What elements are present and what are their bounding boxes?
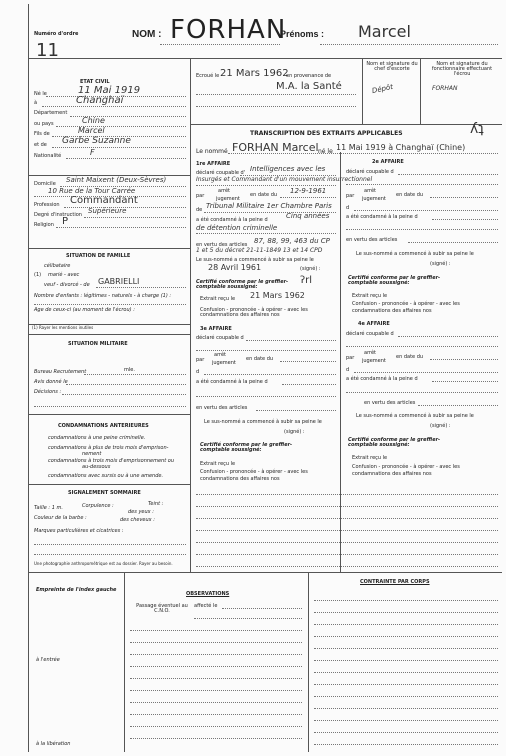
en-date-label: en date du	[250, 192, 278, 198]
affaire-3-condamnations: condamnations des affaires nos	[200, 476, 280, 482]
pays-label: ou pays	[34, 121, 54, 127]
nom-label: NOM :	[132, 29, 162, 40]
certifie-label: Certifié conforme par le greffier-comptable soussigné:	[196, 279, 289, 290]
a-label: à	[34, 100, 38, 106]
corpulence-label: Corpulence :	[82, 503, 114, 509]
a-value: Changhaï	[76, 95, 124, 106]
commence-label: Le sus-nommé a commencé à subir sa peine le	[196, 257, 314, 263]
field-line	[430, 197, 498, 198]
field-line	[196, 94, 356, 95]
field-line	[314, 684, 498, 685]
affaire-3-confusion: Confusion - prononcée - à opérer - avec les	[200, 469, 308, 475]
articles-label: en vertu des articles	[196, 242, 248, 248]
note-marker: (1)	[34, 272, 42, 278]
departement-label: Département	[34, 110, 68, 116]
affaire-2-extrait: Extrait reçu le	[352, 293, 388, 299]
field-line	[196, 494, 498, 495]
divider	[28, 334, 190, 335]
transcription-title: TRANSCRIPTION DES EXTRAITS APPLICABLES	[250, 130, 403, 137]
divider	[28, 572, 502, 573]
divider	[340, 152, 341, 572]
prenoms-label: Prénoms :	[280, 29, 325, 39]
ecroue-label: Ecroué le	[196, 73, 220, 79]
affaire-1-declare: déclaré coupable d'	[196, 170, 246, 176]
et-label: et de	[34, 142, 47, 148]
affaire-4-par: par	[346, 355, 355, 361]
provenance-label: en provenance de	[286, 73, 332, 79]
et-value: Garbe Suzanne	[62, 136, 131, 146]
provenance-value: M.A. la Santé	[276, 81, 342, 92]
field-line	[408, 242, 498, 243]
liberation-label: à la libération	[36, 741, 71, 747]
entree-label: à l'entrée	[36, 657, 60, 663]
divider	[308, 572, 309, 752]
field-line	[314, 612, 498, 613]
profession-value: Commandant	[70, 195, 138, 206]
affaire-2-commence: Le sus-nommé a commencé à subir sa peine le	[356, 251, 474, 257]
affaire-2-jugement: jugement	[362, 196, 386, 202]
signature-mark: ʎʇ	[470, 121, 484, 137]
enfants-label: Nombre d'enfants : légitimes - naturels - à charge (1) :	[34, 293, 172, 299]
divider	[28, 414, 190, 415]
field-line	[130, 642, 302, 643]
numero-label: Numéro d'ordre	[34, 31, 79, 37]
field-line	[314, 720, 498, 721]
affaire-3-arret: arrêt	[214, 352, 227, 358]
field-line	[314, 732, 498, 733]
condamnation-3b: au-dessous	[82, 464, 111, 470]
certifie-signature: ʔrl	[300, 275, 312, 286]
divider	[362, 58, 363, 124]
field-line	[314, 636, 498, 637]
domicile-label: Domicile	[34, 181, 56, 187]
affaire-3-date-label: en date du	[246, 356, 274, 362]
empreinte-label: Empreinte de l'index gauche	[36, 587, 117, 593]
religion-label: Religion	[34, 222, 54, 228]
field-line	[196, 554, 498, 555]
field-line	[228, 153, 498, 154]
domicile-value-2: 10 Rue de la Tour Carrée	[48, 187, 136, 195]
nationalite-label: Nationalité	[34, 153, 62, 159]
field-line	[196, 106, 356, 107]
field-line	[346, 392, 498, 393]
field-line	[196, 396, 336, 397]
field-line	[314, 660, 498, 661]
field-line	[432, 381, 498, 382]
affaire-1-hand2: Insurgés et Commandant d'un mouvement insurrectionnel	[196, 176, 373, 183]
affaire-3-extrait: Extrait reçu le	[200, 461, 236, 467]
ne-le-value: 11 Mai 1919	[78, 85, 141, 96]
divider	[28, 484, 190, 485]
note-rayer: (1) Rayer les mentions inutiles	[32, 325, 94, 330]
fonctionnaire-label: Nom et signature du fonctionnaire effectuant l'écrou	[431, 61, 493, 77]
affaire-2-condamnations: condamnations des affaires nos	[352, 308, 432, 314]
teint-label: Teint :	[148, 501, 164, 507]
affecte-label: affecté le	[194, 603, 218, 609]
field-line	[196, 566, 498, 567]
affaire-4-condamne: a été condamné à la peine d	[346, 376, 418, 382]
fonctionnaire-value: FORHAN	[432, 85, 458, 92]
marie-value: GABRIELLI	[98, 277, 140, 286]
divider	[124, 572, 125, 752]
condamnations-title: CONDAMNATIONS ANTERIEURES	[58, 423, 149, 429]
field-line	[196, 518, 498, 519]
condamnation-3: condamnations à trois mois d'emprisonnement ou	[48, 458, 175, 464]
ecroue-date: 21 Mars 1962	[220, 68, 289, 79]
affaire-4-condamnations: condamnations des affaires nos	[352, 471, 432, 477]
affaire-2-date-label: en date du	[396, 192, 424, 198]
affaire-2-arret: arrêt	[364, 188, 377, 194]
photo-note: Une photographie anthropométrique est au dossier. Rayer au besoin.	[34, 561, 173, 566]
ne-le-label: Né le	[34, 91, 47, 97]
barbe-label: Couleur de la barbe :	[34, 515, 87, 521]
affaire-3-jugement: jugement	[212, 360, 236, 366]
condamnation-4: condamnations avec sursis ou à une amende.	[48, 473, 164, 479]
decisions-label: Décisions :	[34, 389, 62, 395]
divider	[28, 248, 190, 249]
affaire-2-title: 2e AFFAIRE	[372, 159, 404, 165]
field-line	[42, 106, 186, 107]
field-line	[130, 690, 302, 691]
numero-value: 11	[36, 40, 59, 61]
divider	[190, 124, 502, 125]
affaire-3-title: 3e AFFAIRE	[200, 326, 232, 332]
field-line	[418, 405, 498, 406]
age-label: Age de ceux-ci (au moment de l'écrou) :	[34, 307, 135, 313]
affaire-4-extrait: Extrait reçu le	[352, 455, 388, 461]
field-line	[398, 336, 498, 337]
field-line	[130, 654, 302, 655]
field-line	[66, 158, 186, 159]
field-line	[314, 672, 498, 673]
affaire-3-articles: en vertu des articles	[196, 405, 248, 411]
degre-label: Degré d'instruction	[34, 212, 82, 218]
field-line	[56, 227, 186, 228]
extrait-date: 21 Mars 1962	[250, 291, 305, 300]
field-line	[84, 217, 186, 218]
field-line	[130, 678, 302, 679]
marie-label: marié - avec	[48, 272, 80, 278]
militaire-title: SITUATION MILITAIRE	[68, 341, 128, 347]
affaire-4-de: d	[346, 367, 350, 373]
yeux-label: des yeux :	[128, 509, 154, 515]
etat-civil-title: ETAT CIVIL	[80, 79, 110, 85]
field-line	[62, 394, 186, 395]
affaire-2-signe: (signé) :	[430, 261, 451, 267]
degre-value: Supérieure	[88, 207, 127, 215]
divider	[28, 4, 29, 752]
field-line	[256, 410, 336, 411]
field-line	[196, 506, 498, 507]
field-line	[346, 346, 498, 347]
affaire-1-hand1: Intelligences avec les	[250, 165, 326, 173]
field-line	[194, 618, 302, 619]
divider	[420, 58, 421, 124]
field-line	[346, 184, 498, 185]
field-line	[282, 384, 336, 385]
famille-title: SITUATION DE FAMILLE	[66, 253, 131, 259]
affaire-2-certifie: Certifié conforme par le greffier-comptable soussigné:	[348, 275, 441, 286]
field-line	[56, 126, 186, 127]
le-nomme-label: Le nommé	[196, 148, 228, 155]
affaire-3-de: d	[196, 369, 200, 375]
affaire-1-title: 1re AFFAIRE	[196, 161, 231, 167]
extrait-label: Extrait reçu le	[200, 296, 236, 302]
field-line	[314, 744, 498, 745]
passage-label: Passage éventuel au C.N.O.	[136, 603, 188, 614]
profession-label: Profession	[34, 202, 60, 208]
signe-label: (signé) :	[300, 266, 321, 272]
field-line	[314, 624, 498, 625]
confusion-label: Confusion - prononcée - à opérer - avec les condamnations des affaires nos	[200, 307, 308, 318]
affaire-3-certifie: Certifié conforme par le greffier-comptable soussigné:	[200, 442, 293, 453]
field-line	[196, 530, 498, 531]
mle-label: mle.	[124, 367, 135, 373]
field-line	[222, 608, 302, 609]
nom-value: FORHAN	[170, 15, 287, 45]
ne-le-transcription: né le	[318, 148, 333, 155]
affaire-1-peine-2: de détention criminelle	[196, 224, 278, 232]
marques-label: Marques particulières et cicatrices :	[34, 528, 124, 534]
field-line	[52, 147, 186, 148]
field-line	[354, 210, 498, 211]
pays-value: Chine	[82, 116, 105, 125]
signalement-title: SIGNALEMENT SOMMAIRE	[68, 490, 141, 496]
field-line	[130, 726, 302, 727]
domicile-value: Saint Maixent (Deux-Sèvres)	[66, 176, 167, 184]
field-line	[130, 630, 302, 631]
contrainte-title: CONTRAINTE PAR CORPS	[360, 579, 430, 585]
field-line	[196, 185, 336, 186]
bureau-label: Bureau Recrutement	[34, 369, 87, 375]
affaire-2-condamne: a été condamné à la peine d	[346, 214, 418, 220]
affaire-1-peine: Cinq années	[286, 212, 330, 220]
field-line	[196, 542, 498, 543]
observations-title: OBSERVATIONS	[186, 591, 230, 597]
condamne-label: a été condamné à la peine d	[196, 217, 268, 223]
affaire-2-declare: déclaré coupable d	[346, 169, 394, 175]
affaire-3-par: par	[196, 357, 205, 363]
arret-label: arrêt	[218, 188, 231, 194]
affaire-4-articles: en vertu des articles	[364, 400, 416, 406]
celibataire-label: célibataire	[44, 263, 71, 269]
fils-value: Marcel	[78, 126, 105, 135]
field-line	[204, 374, 336, 375]
affaire-3-commence: Le sus-nommé a commencé à subir sa peine le	[204, 419, 322, 425]
affaire-4-commence: Le sus-nommé a commencé à subir sa peine le	[356, 413, 474, 419]
field-line	[34, 544, 186, 545]
de-label: de	[196, 207, 203, 213]
affaire-3-condamne: a été condamné à la peine d	[196, 379, 268, 385]
field-line	[160, 44, 280, 45]
field-line	[130, 738, 302, 739]
affaire-2-articles: en vertu des articles	[346, 237, 398, 243]
affaire-4-arret: arrêt	[364, 350, 377, 356]
chef-escorte-value: Dépôt	[371, 82, 394, 96]
jugement-label: jugement	[216, 196, 240, 202]
field-line	[314, 708, 498, 709]
field-line	[346, 229, 498, 230]
affaire-1-articles: 87, 88, 99, 463 du CP	[254, 237, 330, 245]
field-line	[398, 174, 498, 175]
fils-label: Fils de	[34, 131, 50, 137]
veuf-label: veuf - divorcé - de	[44, 282, 90, 288]
field-line	[354, 372, 498, 373]
field-line	[96, 287, 186, 288]
affaire-4-declare: déclaré coupable d	[346, 331, 394, 337]
condamnation-2b: nement	[82, 451, 102, 457]
field-line	[196, 233, 336, 234]
nationalite-value: F	[90, 148, 95, 157]
field-line	[314, 648, 498, 649]
affaire-4-jugement: jugement	[362, 358, 386, 364]
affaire-2-par: par	[346, 193, 355, 199]
affaire-2-confusion: Confusion - prononcée - à opérer - avec les	[352, 301, 460, 307]
par-label: par	[196, 193, 205, 199]
field-line	[84, 374, 186, 375]
affaire-3-signe: (signé) :	[284, 429, 305, 435]
field-line	[130, 702, 302, 703]
field-line	[246, 340, 336, 341]
cheveux-label: des cheveux :	[120, 517, 155, 523]
transcription-nom: FORHAN Marcel	[232, 141, 319, 154]
affaire-4-title: 4e AFFAIRE	[358, 321, 390, 327]
affaire-1-tribunal: Tribunal Militaire 1er Chambre Paris	[206, 202, 332, 210]
affaire-4-confusion: Confusion - prononcée - à opérer - avec les	[352, 464, 460, 470]
affaire-1-date: 12-9-1961	[290, 187, 327, 195]
field-line	[320, 44, 498, 45]
affaire-4-signe: (signé) :	[430, 423, 451, 429]
divider	[190, 58, 191, 572]
field-line	[130, 666, 302, 667]
field-line	[314, 600, 498, 601]
chef-escorte-label: Nom et signature du chef d'escorte	[366, 61, 418, 72]
religion-value: P	[62, 216, 69, 227]
field-line	[430, 359, 498, 360]
condamnation-1: condamnations à une peine criminelle.	[48, 435, 146, 441]
field-line	[280, 361, 336, 362]
affaire-4-date-label: en date du	[396, 354, 424, 360]
avis-label: Avis donné le	[34, 379, 68, 385]
field-line	[34, 304, 186, 305]
divider	[28, 58, 502, 59]
field-line	[66, 384, 186, 385]
field-line	[34, 554, 186, 555]
field-line	[34, 406, 186, 407]
taille-label: Taille : 1 m.	[34, 505, 63, 511]
field-line	[280, 197, 336, 198]
prenoms-value: Marcel	[358, 22, 411, 41]
affaire-2-de: d	[346, 205, 350, 211]
field-line	[130, 714, 302, 715]
transcription-naissance: 11 Mai 1919 à Changhaï (Chine)	[336, 143, 466, 152]
affaire-1-articles-2: 1 et 5 du décret 21-11-1849 13 et 14 CPD	[196, 247, 323, 254]
field-line	[196, 350, 336, 351]
field-line	[314, 696, 498, 697]
field-line	[432, 219, 498, 220]
condamnation-2: condamnations à plus de trois mois d'emprison-	[48, 445, 169, 451]
affaire-4-certifie: Certifié conforme par le greffier-comptable soussigné:	[348, 437, 441, 448]
affaire-3-declare: déclaré coupable d	[196, 335, 244, 341]
affaire-1-commence-date: 28 Avril 1961	[208, 263, 262, 272]
